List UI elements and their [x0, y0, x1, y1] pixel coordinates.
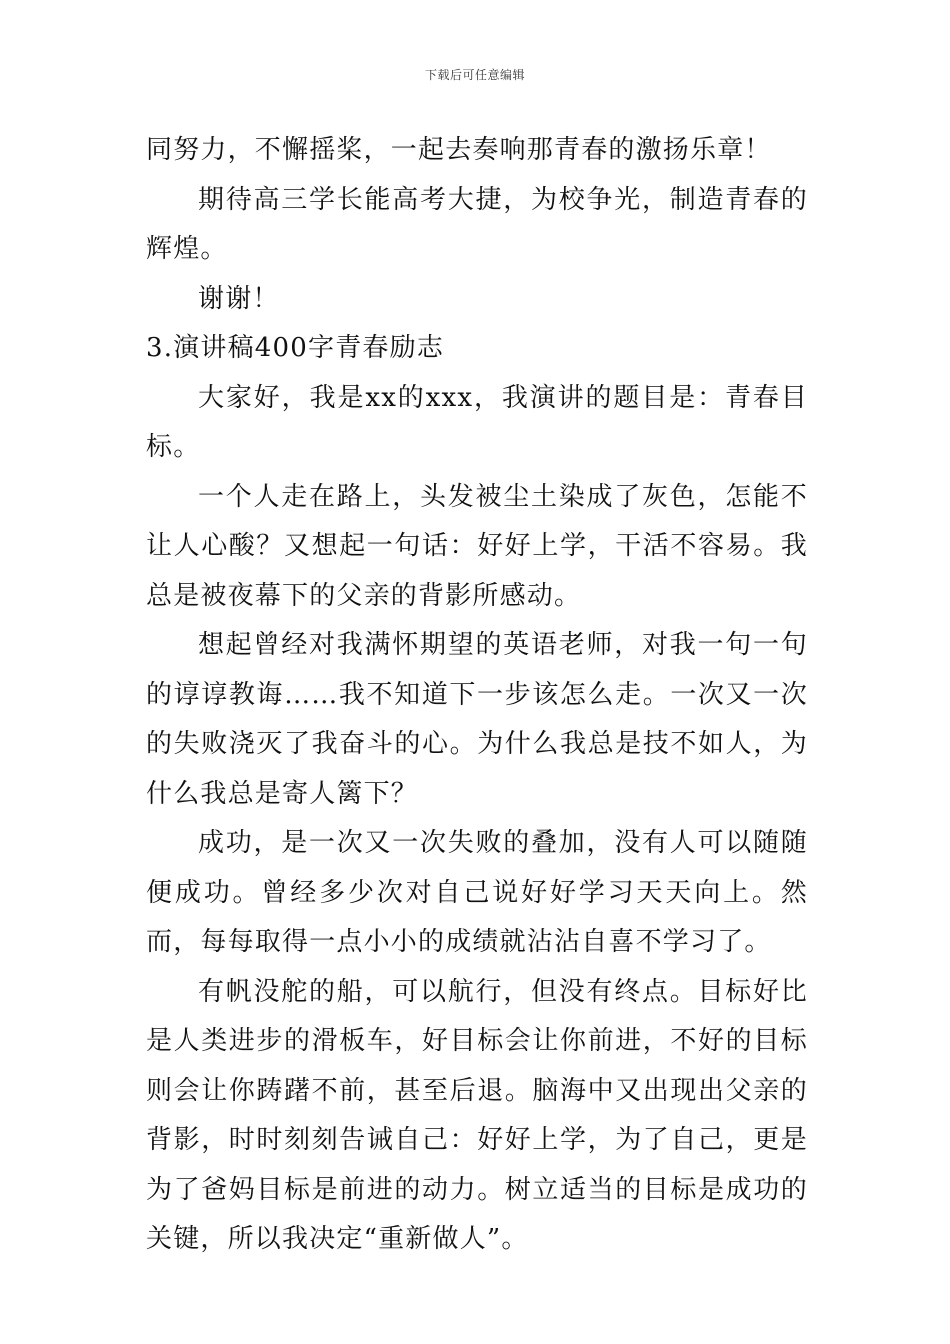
paragraph-thanks: 谢谢！ — [198, 283, 280, 314]
paragraph: 成功，是一次又一次失败的叠加，没有人可以随随便成功。曾经多少次对自己说好好学习天天向上。然而，每每取得一点小小的成绩就沾沾自喜不学习了。 — [146, 828, 808, 957]
paragraph-continuation: 同努力，不懈摇桨，一起去奏响那青春的激扬乐章！ — [146, 135, 772, 165]
document-body — [146, 126, 808, 1265]
paragraph: 期待高三学长能高考大捷，为校争光，制造青春的辉煌。 — [146, 184, 808, 264]
page-header: 下载后可任意编辑 — [424, 68, 525, 82]
paragraph: 想起曾经对我满怀期望的英语老师，对我一句一句的谆谆教诲……我不知道下一步该怎么走。一次又一次的失败浇灭了我奋斗的心。为什么我总是技不如人，为什么我总是寄人篱下？ — [146, 630, 808, 809]
paragraph: 有帆没舵的船，可以航行，但没有终点。目标好比是人类进步的滑板车，好目标会让你前进，不好的目标则会让你踌躇不前，甚至后退。脑海中又出现出父亲的背影，时时刻刻告诫自己：好好上学，为了自己，更是为了爸妈目标是前进的动力。树立适当的目标是成功的关键，所以我决定“重新做人”。 — [146, 976, 808, 1254]
paragraph: 大家好，我是xx的xxx，我演讲的题目是：青春目标。 — [146, 382, 808, 462]
paragraph: 一个人走在路上，头发被尘土染成了灰色，怎能不让人心酸？又想起一句话：好好上学，干活不容易。我总是被夜幕下的父亲的背影所感动。 — [146, 481, 808, 611]
section-heading: 3.演讲稿400字青春励志 — [146, 333, 445, 363]
